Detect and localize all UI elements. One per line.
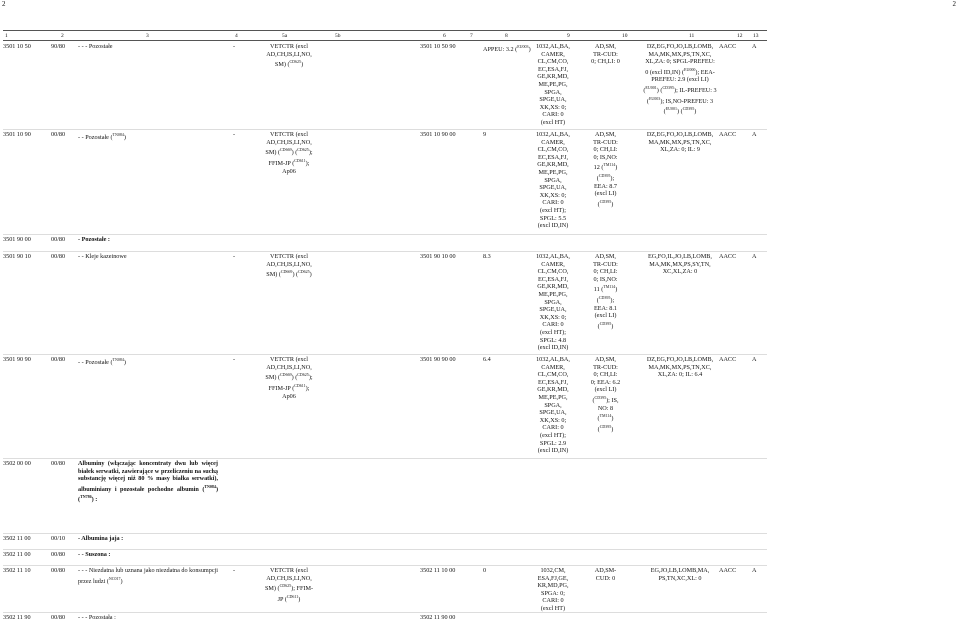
row-4-duty-rate: 6.4 [483, 356, 491, 363]
row-3-c9-cell [578, 253, 633, 331]
row-3-c8-line: 1032,AL,BA, [536, 253, 570, 260]
row-3-c8-line: SPGL: 4.8 [539, 336, 567, 344]
row-divider [3, 251, 767, 252]
row-3-c8-line: (excl HT); [540, 328, 566, 336]
row-8-c5a-line: JP ($^{CD611}$) [277, 593, 301, 603]
row-4-c5a-line: SM) ($^{CD669}$) ($^{CD625}$); [265, 372, 313, 382]
row-1-col12: AACC [719, 131, 737, 138]
row-8-c5a-cell [243, 567, 335, 604]
row-0-duty-rate: APPEU: 3.2 ($^{EU003}$) [483, 44, 531, 54]
row-0-c8-line: GE,KR,MD, [537, 73, 569, 81]
row-4-c9-line: ($^{CD395}$); IS, [592, 394, 619, 405]
row-4-col12: AACC [719, 356, 737, 363]
row-5-code: 3502 00 00 [3, 460, 31, 467]
row-1-c8-line: XK,XS: 0; [539, 191, 567, 199]
page-number-left: 2 [2, 0, 6, 8]
row-1-c9-line: TR-CUD: [593, 138, 618, 146]
row-1-c9-line: ($^{CD395}$) [597, 198, 614, 208]
row-8-c8-line: CARI: 0 [542, 597, 564, 605]
row-4-taric-code: 3501 90 90 00 [420, 356, 456, 363]
row-4-description: - - Pozostałe ($^{TN084}$) [78, 357, 126, 367]
row-4-c8-line: SPGL: 2.9 [539, 439, 567, 447]
row-4-c9-line: (excl LI) [594, 386, 617, 394]
row-3-c8-line: CL,CM,CO, [537, 268, 569, 276]
row-3-c9-line: (excl LI) [594, 312, 617, 320]
row-1-suffix: 00/80 [51, 131, 66, 138]
row-3-code: 3501 90 10 [3, 253, 31, 260]
row-0-c9-line: TR-CUD: [593, 50, 618, 58]
row-1-taric-code: 3501 10 90 00 [420, 131, 456, 138]
row-4-c9-line: 0; EEA: 6.2 [590, 378, 621, 386]
row-0-c8-line: XK,XS: 0; [539, 103, 567, 111]
row-3-duty-rate: 8.3 [483, 253, 491, 260]
row-0-taric-code: 3501 10 50 90 [420, 43, 456, 50]
row-3-c5a-cell [243, 253, 335, 279]
row-3-c5a-line: VETCTR (excl [270, 253, 308, 260]
row-4-c8-line: (excl HT); [540, 431, 566, 439]
column-header-7: 7 [470, 33, 473, 39]
row-1-c8-line: (excl HT); [540, 206, 566, 214]
row-2-description: - Pozostałe : [78, 236, 110, 243]
row-1-c9-cell [578, 131, 633, 209]
row-3-col13: A [752, 253, 757, 260]
row-3-c9-line: ($^{CD395}$) [597, 320, 614, 330]
row-4-c11-line: DZ,EG,FO,JO,LB,LOMB, [646, 356, 714, 363]
row-4-suffix: 00/80 [51, 356, 66, 363]
row-4-c5a-cell [243, 356, 335, 400]
row-3-suffix: 00/80 [51, 253, 66, 260]
row-8-c8-line: 1032,CM, [540, 567, 566, 574]
row-6-code: 3502 11 00 [3, 535, 31, 542]
row-8-c11-line: EG,JO,LB,LOMB,MA, [650, 567, 710, 574]
row-0-c11-line: PREFEU: 2.9 (excl LI) [651, 76, 709, 84]
row-4-col4: - [233, 356, 236, 363]
row-3-col12: AACC [719, 253, 737, 260]
row-divider [3, 234, 767, 235]
row-4-c8-line: GE,KR,MD, [537, 386, 569, 394]
row-4-c8-line: SPGE,UA, [539, 409, 567, 417]
row-0-c8-line: 1032,AL,BA, [536, 43, 570, 50]
row-3-taric-code: 3501 90 10 00 [420, 253, 456, 260]
row-0-c8-line: EC,ESA,FJ, [537, 65, 569, 73]
row-4-c8-cell [525, 356, 581, 455]
row-1-c8-line: SPGA, [544, 176, 562, 184]
row-0-c5a-line: SM) ($^{CD625}$) [274, 59, 304, 69]
row-1-c11-line: DZ,EG,FO,JO,LB,LOMB, [646, 131, 714, 138]
row-1-c5a-line: AD,CH,IS,LI,NO, [266, 138, 312, 146]
column-header-1: 1 [5, 33, 8, 39]
row-0-col4: - [233, 43, 236, 50]
row-0-c9-line: AD,SM, [595, 43, 616, 50]
row-4-c8-line: SPGA, [544, 401, 562, 409]
row-divider [3, 354, 767, 355]
column-header-8: 8 [505, 33, 508, 39]
row-8-c9-line: CUD: 0 [595, 574, 616, 582]
row-4-c11-cell [626, 356, 737, 379]
column-header-13: 13 [753, 33, 759, 39]
row-0-description: - - - Pozostałe [78, 43, 113, 50]
row-0-c11-line: MA,MK,MX,PS,TN,XC, [648, 50, 712, 58]
row-9-taric-code: 3502 11 90 00 [420, 614, 456, 621]
row-0-c11-line: ($^{EU001}$) ($^{CD395}$); IL-PREFEU: 3 [643, 85, 717, 95]
row-0-c9-line: 0; CH,LI: 0 [591, 58, 620, 66]
row-3-c8-line: CAMER, [541, 260, 565, 268]
row-1-c11-line: XL,ZA: 0; IL: 9 [660, 146, 700, 154]
row-1-duty-rate: 9 [483, 131, 487, 138]
row-3-c9-line: 0; CH,LI: [593, 268, 618, 276]
row-8-c8-cell [525, 567, 581, 613]
row-4-c9-line: NO: 8 [597, 404, 614, 412]
row-4-c8-line: CL,CM,CO, [537, 371, 569, 379]
row-0-c11-line: DZ,EG,FO,JO,LB,LOMB, [646, 43, 714, 50]
row-1-c9-line: EEA: 8.7 [593, 182, 618, 190]
row-6-description: - Albumina jaja : [78, 535, 124, 542]
row-4-c5a-line: Ap06 [282, 392, 296, 400]
row-8-taric-code: 3502 11 10 00 [420, 567, 456, 574]
header-top-rule [3, 30, 767, 31]
row-1-c8-line: GE,KR,MD, [537, 161, 569, 169]
row-divider [3, 533, 767, 534]
row-1-c5a-line: Ap06 [282, 167, 296, 175]
row-3-description: - - Kleje kazeinowe [78, 253, 127, 260]
row-4-c9-line: ($^{TM114}$) [597, 413, 614, 423]
row-1-c8-line: CL,CM,CO, [537, 146, 569, 154]
row-0-suffix: 90/80 [51, 43, 66, 50]
row-0-c8-line: CAMER, [541, 50, 565, 58]
row-1-code: 3501 10 90 [3, 131, 31, 138]
row-divider [3, 612, 767, 613]
row-1-c9-line: ($^{CD395}$); [596, 173, 615, 183]
row-3-c11-line: XC,XL,ZA: 0 [662, 268, 698, 276]
row-3-c9-line: TR-CUD: [593, 260, 618, 268]
row-4-c11-line: XL,ZA: 0; IL: 6.4 [657, 371, 703, 379]
row-1-col4: - [233, 131, 236, 138]
row-8-col12: AACC [719, 567, 737, 574]
row-1-c5a-cell [243, 131, 335, 175]
row-3-c9-line: ($^{CD395}$); [596, 295, 615, 305]
row-8-c5a-line: AD,CH,IS,LI,NO, [266, 574, 312, 582]
row-6-suffix: 00/10 [51, 535, 66, 542]
row-8-c5a-line: SM) ($^{CD625}$); FFIM- [264, 583, 314, 593]
row-8-c11-line: PS,TN,XC,XL: 0 [658, 574, 702, 582]
row-1-c9-line: 12 ($^{TM114}$) [593, 162, 618, 172]
row-8-description: - - - Niezdatna lub uznana jako niezdatna do konsumpcji przez ludzi ($^{NC017}$) [78, 567, 219, 585]
row-8-c11-cell [626, 567, 737, 582]
row-divider [3, 565, 767, 566]
row-2-suffix: 00/80 [51, 236, 66, 243]
row-8-c5a-line: VETCTR (excl [270, 567, 308, 574]
row-1-c8-line: CARI: 0 [542, 199, 564, 207]
row-8-col4: - [233, 567, 236, 574]
row-4-c11-line: MA,MK,MX,PS,TN,XC, [648, 363, 712, 371]
row-4-col13: A [752, 356, 757, 363]
row-3-c8-cell [525, 253, 581, 352]
row-1-c9-line: 0; CH,LI: [593, 146, 618, 154]
row-3-c11-line: EG,FO,IL,JO,LB,LOMB, [648, 253, 712, 260]
column-header-6: 6 [443, 33, 446, 39]
row-0-code: 3501 10 50 [3, 43, 31, 50]
row-7-suffix: 00/80 [51, 551, 66, 558]
column-header-5b: 5b [335, 33, 341, 39]
row-1-c8-line: SPGL: 5.5 [539, 214, 567, 222]
row-1-c8-line: (excl ID,IN) [537, 222, 569, 230]
row-4-c5a-line: AD,CH,IS,LI,NO, [266, 363, 312, 371]
row-7-description: - - Suszona : [78, 551, 111, 558]
row-0-c8-line: CL,CM,CO, [537, 58, 569, 66]
row-divider [3, 549, 767, 550]
row-1-c5a-line: VETCTR (excl [270, 131, 308, 138]
row-4-c8-line: EC,ESA,FJ, [537, 378, 569, 386]
row-3-c8-line: CARI: 0 [542, 321, 564, 329]
row-3-c9-line: EEA: 8.1 [593, 304, 618, 312]
row-3-c8-line: XK,XS: 0; [539, 313, 567, 321]
row-4-c9-line: AD,SM, [595, 356, 616, 363]
row-8-c9-cell [578, 567, 633, 582]
row-0-c5a-cell [243, 43, 335, 69]
row-4-code: 3501 90 90 [3, 356, 31, 363]
row-4-c8-line: ME,PE,PG, [538, 393, 568, 401]
row-4-c9-line: ($^{CD395}$) [597, 423, 614, 433]
row-8-code: 3502 11 10 [3, 567, 31, 574]
row-3-c8-line: SPGA, [544, 298, 562, 306]
row-3-c5a-line: SM) ($^{CD669}$) ($^{CD625}$) [266, 269, 312, 279]
row-0-c11-line: ($^{EU001}$) ($^{CD395}$) [663, 106, 697, 116]
row-0-col12: AACC [719, 43, 737, 50]
row-1-c8-line: EC,ESA,FJ, [537, 153, 569, 161]
row-3-c11-line: MA,MK,MX,PS,SY,TN, [649, 260, 711, 268]
row-4-c5a-line: FFIM-JP ($^{CD611}$); [268, 382, 310, 392]
row-divider [3, 129, 767, 130]
row-9-suffix: 00/80 [51, 614, 66, 621]
row-3-c8-line: EC,ESA,FJ, [537, 275, 569, 283]
row-1-c11-cell [626, 131, 737, 154]
row-8-c8-line: KR,MD,PG, [537, 582, 569, 590]
row-1-c11-line: MA,MK,MX,PS,TN,XC, [648, 138, 712, 146]
page-number-right: 2 [952, 0, 956, 8]
row-0-c8-cell [525, 43, 581, 127]
row-3-c5a-line: AD,CH,IS,LI,NO, [266, 260, 312, 268]
row-8-duty-rate: 0 [483, 567, 487, 574]
row-0-c8-line: SPGE,UA, [539, 96, 567, 104]
row-1-c9-line: (excl LI) [594, 190, 617, 198]
row-8-c8-line: SPGA: 0; [541, 589, 565, 597]
row-0-c8-line: CARI: 0 [542, 111, 564, 119]
row-8-col13: A [752, 567, 757, 574]
row-0-c9-cell [578, 43, 633, 66]
row-0-c11-line: XL,ZA: 0; SPGL-PREFEU: [645, 58, 715, 66]
column-header-5a: 5a [282, 33, 288, 39]
row-1-c8-line: SPGE,UA, [539, 184, 567, 192]
row-5-suffix: 00/80 [51, 460, 66, 467]
row-8-c8-line: ESA,FJ,GE, [537, 574, 569, 582]
column-header-11: 11 [689, 33, 695, 39]
row-divider [3, 458, 767, 459]
row-9-code: 3502 11 90 [3, 614, 31, 621]
column-header-4: 4 [235, 33, 238, 39]
column-header-9: 9 [567, 33, 570, 39]
row-4-c5a-line: VETCTR (excl [270, 356, 308, 363]
row-0-c8-line: ME,PE,PG, [538, 80, 568, 88]
row-3-c8-line: GE,KR,MD, [537, 283, 569, 291]
row-4-c8-line: 1032,AL,BA, [536, 356, 570, 363]
row-1-col13: A [752, 131, 757, 138]
header-bottom-rule [3, 40, 767, 41]
row-4-c9-cell [578, 356, 633, 434]
row-4-c9-line: TR-CUD: [593, 363, 618, 371]
row-4-c8-line: CAMER, [541, 363, 565, 371]
row-3-c8-line: ME,PE,PG, [538, 290, 568, 298]
row-9-description: - - - Pozostała : [78, 614, 116, 621]
row-8-suffix: 00/80 [51, 567, 66, 574]
column-header-3: 3 [146, 33, 149, 39]
row-1-c8-line: 1032,AL,BA, [536, 131, 570, 138]
row-4-c8-line: (excl ID,IN) [537, 447, 569, 455]
row-1-c9-line: 0; IS,NO: [593, 153, 618, 161]
row-1-c8-cell [525, 131, 581, 230]
row-4-c8-line: XK,XS: 0; [539, 416, 567, 424]
row-0-c8-line: SPGA, [544, 88, 562, 96]
row-0-col13: A [752, 43, 757, 50]
row-3-c9-line: 11 ($^{TM114}$) [593, 284, 618, 294]
row-7-code: 3502 11 00 [3, 551, 31, 558]
row-1-c5a-line: SM) ($^{CD669}$) ($^{CD625}$); [265, 147, 313, 157]
row-3-c11-cell [626, 253, 737, 276]
row-8-c9-line: AD,SM- [594, 567, 617, 574]
row-3-col4: - [233, 253, 236, 260]
row-2-code: 3501 90 00 [3, 236, 31, 243]
row-1-c9-line: AD,SM, [595, 131, 616, 138]
column-header-10: 10 [622, 33, 628, 39]
row-4-c9-line: 0; CH,LI: [593, 371, 618, 379]
row-1-c5a-line: FFIM-JP ($^{CD611}$); [268, 157, 310, 167]
row-8-c8-line: (excl HT) [540, 604, 566, 612]
row-3-c8-line: SPGE,UA, [539, 306, 567, 314]
row-0-c5a-line: AD,CH,IS,LI,NO, [266, 50, 312, 58]
row-1-description: - - Pozostałe ($^{TN084}$) [78, 132, 126, 142]
row-0-c11-line: ($^{EU003}$); IS,NO-PREFEU: 3 [646, 95, 714, 105]
row-0-c11-line: 0 (excl ID,IN) ($^{EU000}$); EEA- [645, 66, 715, 76]
row-5-description: Albuminy (włączając koncentraty dwu lub więcej białek serwatki, zawierające w przeliczeniu na suchą substancję więcej niż 80 % masy białka serwatki), albuminiany i pozostałe pochodne albumin ($^{TN084}$) ($^{TN786}$) : [78, 460, 218, 504]
row-0-c5a-line: VETCTR (excl [270, 43, 308, 50]
column-header-2: 2 [61, 33, 64, 39]
row-1-c8-line: CAMER, [541, 138, 565, 146]
column-header-12: 12 [737, 33, 743, 39]
row-1-c8-line: ME,PE,PG, [538, 168, 568, 176]
row-0-c8-line: (excl HT) [540, 118, 566, 126]
row-3-c9-line: 0; IS,NO: [593, 275, 618, 283]
row-4-c8-line: CARI: 0 [542, 424, 564, 432]
row-3-c8-line: (excl ID,IN) [537, 344, 569, 352]
row-3-c9-line: AD,SM, [595, 253, 616, 260]
row-0-c11-cell [626, 43, 737, 116]
